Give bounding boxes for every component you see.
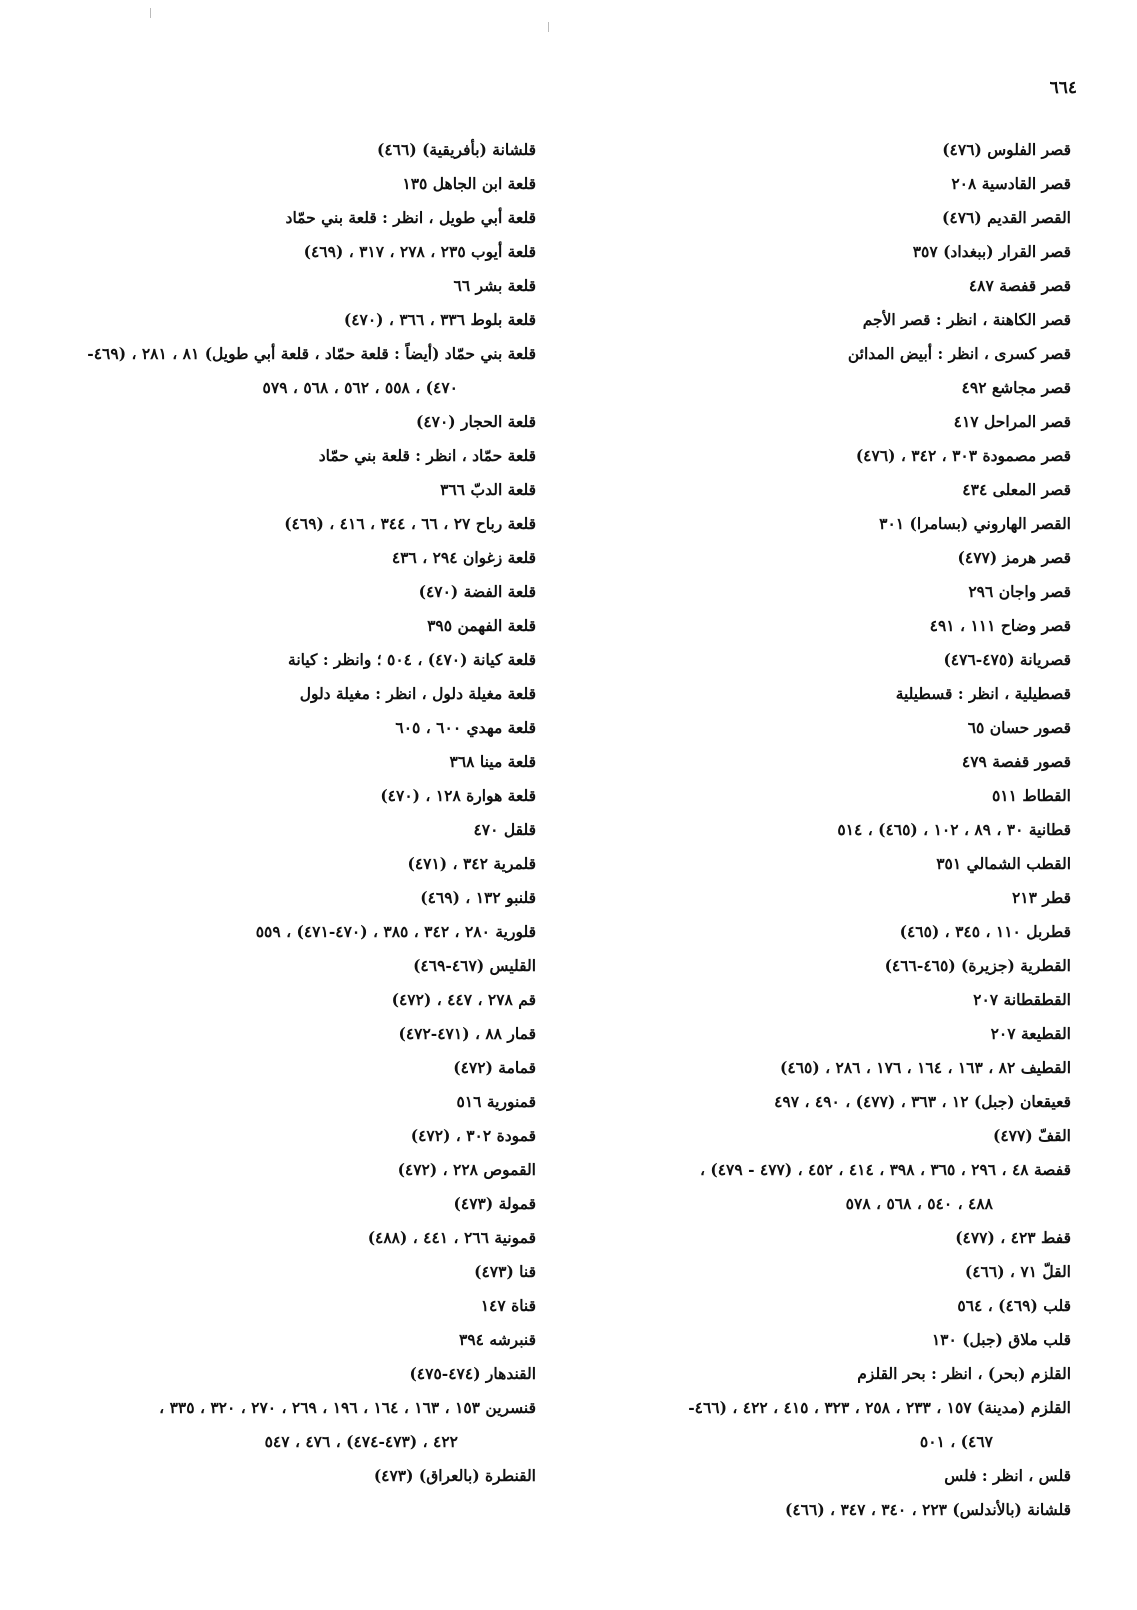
page-number: ٦٦٤ — [1049, 78, 1077, 98]
index-entry: القندهار (٤٧٤-٤٧٥) — [409, 1364, 536, 1383]
index-entry: قلعة الحجار (٤٧٠) — [415, 412, 536, 431]
index-entry: قصر الكاهنة ، انظر : قصر الأجم — [862, 310, 1071, 329]
index-entry: قمامة (٤٧٢) — [453, 1058, 536, 1077]
index-entry: قصر كسرى ، انظر : أبيض المدائن — [847, 344, 1071, 363]
index-entry: قصطيلية ، انظر : قسطيلية — [895, 684, 1071, 703]
index-entry: قصريانة (٤٧٥-٤٧٦) — [943, 650, 1071, 669]
index-entry: قلعة ابن الجاهل ١٣٥ — [402, 174, 536, 193]
index-entry: قلورية ٢٨٠ ، ٣٤٢ ، ٣٨٥ ، (٤٧٠-٤٧١) ، ٥٥٩ — [255, 922, 536, 941]
index-entry: قفط ٤٢٣ ، (٤٧٧) — [955, 1228, 1071, 1247]
index-entry: قم ٢٧٨ ، ٤٤٧ ، (٤٧٢) — [391, 990, 536, 1009]
index-entry: قنا (٤٧٣) — [474, 1262, 536, 1281]
index-entry: قلعة بني حمّاد (أيضاً : قلعة حمّاد ، قلعة أبي طويل) ٨١ ، ٢٨١ ، (٤٦٩- — [87, 344, 536, 363]
index-entry-continuation: ٤٧٠) ، ٥٥٨ ، ٥٦٢ ، ٥٦٨ ، ٥٧٩ — [262, 378, 458, 397]
index-entry: قمنورية ٥١٦ — [456, 1092, 536, 1111]
index-entry: قلعة كيانة (٤٧٠) ، ٥٠٤ ؛ وانظر : كيانة — [288, 650, 536, 669]
index-entry: قنبرشه ٣٩٤ — [459, 1330, 536, 1349]
index-entry: قلعة بلوط ٣٣٦ ، ٣٦٦ ، (٤٧٠) — [343, 310, 536, 329]
index-entry: قلعة أبي طويل ، انظر : قلعة بني حمّاد — [285, 208, 536, 227]
index-entry: القطب الشمالي ٣٥١ — [936, 854, 1071, 873]
index-entry: قطربل ١١٠ ، ٣٤٥ ، (٤٦٥) — [899, 922, 1071, 941]
index-entry: قمونية ٢٦٦ ، ٤٤١ ، (٤٨٨) — [367, 1228, 536, 1247]
scan-mark — [150, 8, 151, 18]
index-entry: قلمرية ٣٤٢ ، (٤٧١) — [407, 854, 536, 873]
index-entry: قلب (٤٦٩) ، ٥٦٤ — [957, 1296, 1071, 1315]
index-entry-continuation: ٤٢٢ ، (٤٧٣-٤٧٤) ، ٤٧٦ ، ٥٤٧ — [264, 1432, 458, 1451]
index-entry: قصر هرمز (٤٧٧) — [957, 548, 1071, 567]
index-entry-continuation: ٤٦٧) ، ٥٠١ — [919, 1432, 993, 1451]
index-entry: قصر القادسية ٢٠٨ — [951, 174, 1071, 193]
index-entry: قفصة ٤٨ ، ٢٩٦ ، ٣٦٥ ، ٣٩٨ ، ٤١٤ ، ٤٥٢ ، (٤٧٧ - ٤٧٩) ، — [699, 1160, 1071, 1179]
index-entry: قصر واجان ٢٩٦ — [968, 582, 1071, 601]
index-entry: قطر ٢١٣ — [1011, 888, 1071, 907]
index-entry: قلعة مينا ٣٦٨ — [449, 752, 536, 771]
index-entry: قعيقعان (جبل) ١٢ ، ٣٦٣ ، (٤٧٧) ، ٤٩٠ ، ٤٩٧ — [774, 1092, 1071, 1111]
index-entry: القلزم (بحر) ، انظر : بحر القلزم — [857, 1364, 1071, 1383]
index-entry: قلقل ٤٧٠ — [473, 820, 536, 839]
index-entry: قلشانة (بالأندلس) ٢٢٣ ، ٣٤٠ ، ٣٤٧ ، (٤٦٦) — [784, 1500, 1071, 1519]
index-entry: قصر مصمودة ٣٠٣ ، ٣٤٢ ، (٤٧٦) — [855, 446, 1071, 465]
index-entry: قمار ٨٨ ، (٤٧١-٤٧٢) — [398, 1024, 536, 1043]
index-entry: قلس ، انظر : فلس — [944, 1466, 1071, 1485]
index-entry: قلعة مغيلة دلول ، انظر : مغيلة دلول — [299, 684, 536, 703]
index-entry: القفّ (٤٧٧) — [993, 1126, 1071, 1145]
index-entry: القطقطانة ٢٠٧ — [973, 990, 1071, 1009]
index-entry: قلعة الفضة (٤٧٠) — [418, 582, 536, 601]
index-entry: قصور قفصة ٤٧٩ — [961, 752, 1071, 771]
index-entry: القلزم (مدينة) ١٥٧ ، ٢٣٣ ، ٢٥٨ ، ٣٢٣ ، ٤١٥ ، ٤٢٢ ، (٤٦٦- — [688, 1398, 1071, 1417]
index-entry: القلّ ٧١ ، (٤٦٦) — [964, 1262, 1071, 1281]
index-entry: قلعة مهدي ٦٠٠ ، ٦٠٥ — [395, 718, 536, 737]
index-entry: قصر مجاشع ٤٩٢ — [961, 378, 1071, 397]
index-entry: قصر قفصة ٤٨٧ — [968, 276, 1071, 295]
index-entry: قصر المراحل ٤١٧ — [953, 412, 1071, 431]
index-entry: قصر المعلى ٤٣٤ — [962, 480, 1071, 499]
index-entry: القطيعة ٢٠٧ — [990, 1024, 1071, 1043]
index-entry: قلعة رباح ٢٧ ، ٦٦ ، ٣٤٤ ، ٤١٦ ، (٤٦٩) — [284, 514, 536, 533]
index-entry: قمودة ٣٠٢ ، (٤٧٢) — [410, 1126, 536, 1145]
index-entry: القموص ٢٢٨ ، (٤٧٢) — [397, 1160, 536, 1179]
index-entry: قلعة حمّاد ، انظر : قلعة بني حمّاد — [318, 446, 536, 465]
index-entry: قصر القرار (ببغداد) ٣٥٧ — [912, 242, 1071, 261]
index-entry: القطاط ٥١١ — [991, 786, 1071, 805]
index-entry: قصور حسان ٦٥ — [967, 718, 1071, 737]
index-entry: قلب ملاق (جبل) ١٣٠ — [931, 1330, 1071, 1349]
index-entry: قمولة (٤٧٣) — [453, 1194, 536, 1213]
index-column-right — [551, 133, 1071, 1527]
index-entry: قطانية ٣٠ ، ٨٩ ، ١٠٢ ، (٤٦٥) ، ٥١٤ — [837, 820, 1071, 839]
index-entry-continuation: ٤٨٨ ، ٥٤٠ ، ٥٦٨ ، ٥٧٨ — [845, 1194, 993, 1213]
index-entry: القنطرة (بالعراق) (٤٧٣) — [373, 1466, 536, 1485]
index-entry: قلعة الفهمن ٣٩٥ — [427, 616, 536, 635]
index-entry: القطرية (جزيرة) (٤٦٥-٤٦٦) — [884, 956, 1071, 975]
scan-mark — [548, 22, 549, 32]
index-entry: القطيف ٨٢ ، ١٦٣ ، ١٦٤ ، ١٧٦ ، ٢٨٦ ، (٤٦٥) — [780, 1058, 1071, 1077]
index-entry: قلنبو ١٣٢ ، (٤٦٩) — [420, 888, 536, 907]
index-entry: قلعة الدبّ ٣٦٦ — [440, 480, 536, 499]
index-entry: قلعة زغوان ٢٩٤ ، ٤٣٦ — [391, 548, 536, 567]
index-entry: القليس (٤٦٧-٤٦٩) — [413, 956, 536, 975]
index-entry: قصر الفلوس (٤٧٦) — [942, 140, 1071, 159]
index-entry: قلعة بشر ٦٦ — [453, 276, 536, 295]
index-column-left — [46, 133, 536, 1493]
index-entry: القصر القديم (٤٧٦) — [942, 208, 1071, 227]
index-entry: قلشانة (بأفريقية) (٤٦٦) — [377, 140, 536, 159]
index-entry: قلعة هوارة ١٢٨ ، (٤٧٠) — [380, 786, 536, 805]
index-entry: قنسرين ١٥٣ ، ١٦٣ ، ١٦٤ ، ١٩٦ ، ٢٦٩ ، ٢٧٠ ، ٣٢٠ ، ٣٣٥ ، — [159, 1398, 536, 1417]
index-entry: قصر وضاح ١١١ ، ٤٩١ — [929, 616, 1071, 635]
index-entry: القصر الهاروني (بسامرا) ٣٠١ — [879, 514, 1071, 533]
index-entry: قناة ١٤٧ — [480, 1296, 536, 1315]
index-entry: قلعة أيوب ٢٣٥ ، ٢٧٨ ، ٣١٧ ، (٤٦٩) — [303, 242, 536, 261]
